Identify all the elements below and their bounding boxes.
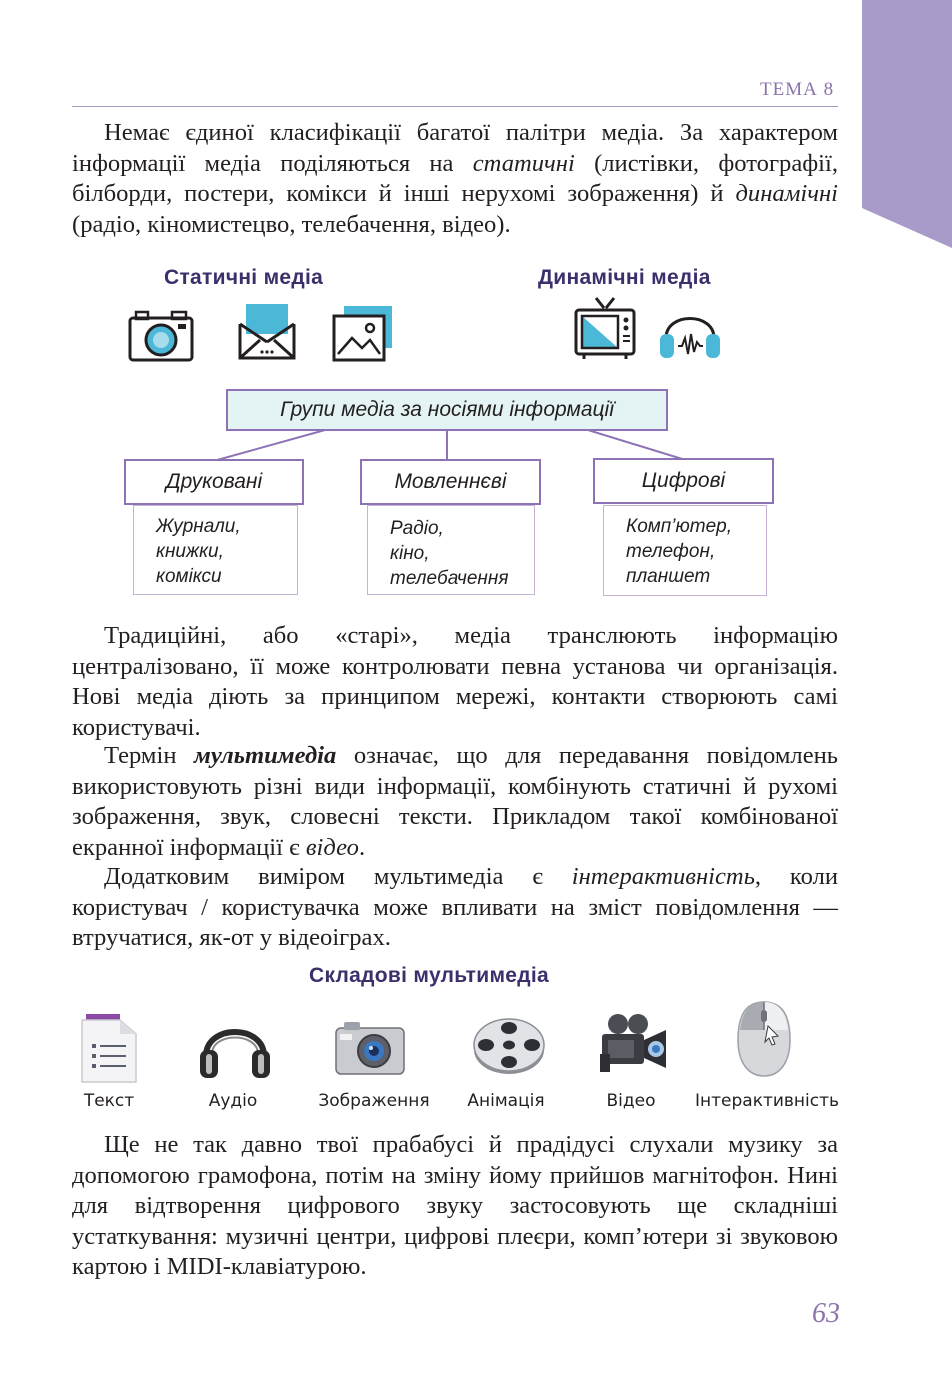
- paragraph-1-text-c: (листівки, фотографії, білборди, постери, комікси й інші нерухомі зображення) й: [72, 149, 838, 208]
- film-reel-icon: [472, 1014, 546, 1076]
- printed-example-1: Журнали,: [156, 516, 241, 537]
- headphones-icon: [198, 1018, 272, 1080]
- component-label-interactivity: Інтерактивність: [695, 1091, 840, 1111]
- paragraph-1-term-dynamic: динамічні: [735, 180, 838, 208]
- broadcast-examples: [367, 505, 535, 595]
- broadcast-example-1: Радіо,: [390, 518, 444, 539]
- paragraph-3-term-video: відео: [305, 833, 359, 861]
- document-icon: [80, 1012, 138, 1084]
- headphones-icon: [658, 300, 722, 362]
- category-broadcast: Мовленнєві: [360, 459, 541, 505]
- paragraph-1-text-a: Немає єдиної класифікації багатої палітри медіа. За характером інформації медіа поділяються на: [72, 119, 838, 177]
- tv-icon: [574, 296, 636, 360]
- camera-icon: [334, 1020, 406, 1076]
- paragraph-3-text-a: Термін: [104, 742, 195, 769]
- paragraph-4-term-interactivity: інтерактивність: [571, 863, 755, 890]
- paragraph-2-text: Традиційні, або «старі», медіа транслюють інформацію централізовано, її може контролювати певна установа чи організація. Нові медіа діють за принципом мережі, контакти створюють самі користувачі.: [72, 622, 838, 741]
- digital-example-3: планшет: [626, 566, 711, 587]
- printed-example-2: книжки,: [156, 541, 224, 562]
- component-label-audio: Аудіо: [208, 1091, 258, 1111]
- dynamic-media-title: Динамічні медіа: [538, 266, 711, 289]
- paragraph-3-text-e: .: [358, 833, 366, 861]
- paragraph-4-text-c: , коли користувач / користувачка може впливати на зміст повідомлення — втручатися, як-от у відеоіграх.: [72, 863, 839, 952]
- component-label-video: Відео: [606, 1091, 656, 1111]
- static-media-title: Статичні медіа: [164, 266, 324, 289]
- category-digital: Цифрові: [593, 458, 774, 504]
- category-printed: Друковані: [124, 459, 304, 505]
- digital-example-1: Комп’ютер,: [626, 516, 732, 537]
- paragraph-2: [72, 621, 838, 743]
- paragraph-3-term-multimedia: мультимедіа: [194, 742, 337, 769]
- digital-examples: [603, 505, 767, 596]
- component-label-text: Текст: [83, 1091, 135, 1111]
- envelope-icon: [238, 302, 296, 360]
- broadcast-example-2: кіно,: [390, 543, 430, 564]
- mouse-icon: [734, 1000, 794, 1078]
- chapter-tab: [862, 0, 952, 248]
- components-title: Складові мультимедіа: [309, 964, 550, 987]
- paragraph-3: [72, 741, 838, 863]
- header-divider: [72, 106, 838, 107]
- camera-icon: [128, 308, 194, 364]
- printed-examples: [133, 505, 298, 595]
- picture-icon: [332, 304, 394, 362]
- topic-header: ТЕМА 8: [760, 79, 835, 100]
- page-number: 63: [812, 1298, 840, 1329]
- paragraph-4: [72, 862, 838, 954]
- paragraph-1-text-e: (радіо, кіномистецво, телебачення, відео).: [72, 210, 511, 238]
- printed-example-3: комікси: [156, 566, 222, 587]
- paragraph-4-text-a: Додатковим виміром мультимедіа є: [104, 863, 572, 890]
- paragraph-1: [72, 118, 838, 240]
- paragraph-3-text-c: означає, що для передавання повідомлень використовують різні види інформації, комбінують статичні й рухомі зображення, звук, словесні тексти. Прикладом такої комбінованої екранної інформації є: [72, 742, 839, 861]
- component-label-animation: Анімація: [467, 1091, 545, 1111]
- digital-example-2: телефон,: [626, 541, 716, 562]
- paragraph-5-text: Ще не так давно твої прабабусі й прадідусі слухали музику за допомогою грамофона, потім на зміну йому прийшов магнітофон. Нині для відтворення цифрового звуку застосовують ще складніші устаткування: музичні центри, цифрові плеєри, комп’ютери зі звуковою картою і MIDI-клавіатурою.: [72, 1131, 838, 1281]
- broadcast-example-3: телебачення: [390, 568, 509, 589]
- diagram-root-box: Групи медіа за носіями інформації: [226, 389, 668, 431]
- paragraph-5: [72, 1130, 838, 1283]
- paragraph-1-term-static: статичні: [472, 149, 575, 177]
- component-label-image: Зображення: [318, 1091, 430, 1111]
- video-camera-icon: [598, 1010, 670, 1076]
